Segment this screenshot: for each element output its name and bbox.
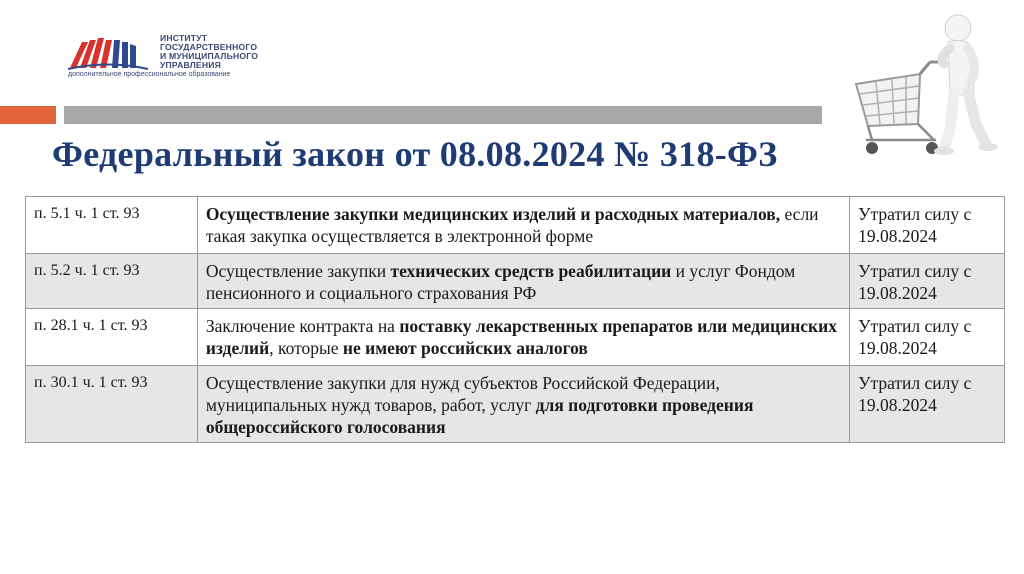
description-text: и услуг Фондом пенсионного и социального страхования РФ (205, 261, 796, 303)
status-text: Утратил силу с 19.08.2024 (850, 197, 1005, 254)
shopping-cart-figure-icon (848, 12, 998, 157)
logo-text (160, 34, 258, 70)
description-text: Осуществление закупки для нужд субъектов Российской Федерации, муниципальных нужд товаров, работ, услуг (205, 373, 720, 415)
description-emphasis: поставку лекарственных препаратов или медицинских изделий (205, 316, 837, 358)
logo-subtitle: дополнительное профессиональное образование (68, 71, 231, 78)
table-row (26, 197, 1005, 254)
purchase-description (197, 309, 849, 366)
table-row (26, 309, 1005, 366)
description-emphasis: Осуществление закупки медицинских изделий и расходных материалов, (205, 204, 781, 224)
table-row (26, 366, 1005, 443)
accent-bar (0, 106, 56, 124)
purchase-description (197, 197, 849, 254)
description-text: если такая закупка осуществляется в электронной форме (205, 204, 819, 246)
description-emphasis: для подготовки проведения общероссийского голосования (205, 395, 754, 437)
description-emphasis: технических средств реабилитации (390, 261, 672, 281)
table-row (26, 254, 1005, 309)
article-reference: п. 30.1 ч. 1 ст. 93 (26, 366, 198, 443)
description-text: , которые (269, 338, 343, 358)
description-emphasis: не имеют российских аналогов (342, 338, 588, 358)
description-text: Осуществление закупки (205, 261, 391, 281)
institute-logo (68, 34, 308, 80)
logo-line: ГОСУДАРСТВЕННОГО (160, 42, 258, 52)
article-reference: п. 28.1 ч. 1 ст. 93 (26, 309, 198, 366)
description-text: Заключение контракта на (205, 316, 400, 336)
purchase-description (197, 254, 849, 309)
article-reference: п. 5.1 ч. 1 ст. 93 (26, 197, 198, 254)
logo-line: И МУНИЦИПАЛЬНОГО (160, 51, 259, 61)
logo-line: УПРАВЛЕНИЯ (160, 60, 222, 70)
article-reference: п. 5.2 ч. 1 ст. 93 (26, 254, 198, 309)
status-text: Утратил силу с 19.08.2024 (850, 366, 1005, 443)
law-changes-table (25, 196, 1005, 443)
purchase-description (197, 366, 849, 443)
logo-line: ИНСТИТУТ (160, 33, 208, 43)
status-text: Утратил силу с 19.08.2024 (850, 254, 1005, 309)
page-title: Федеральный закон от 08.08.2024 № 318-ФЗ (52, 134, 778, 174)
divider-bar (64, 106, 822, 124)
table-body (26, 197, 1005, 443)
books-icon (68, 36, 150, 70)
status-text: Утратил силу с 19.08.2024 (850, 309, 1005, 366)
